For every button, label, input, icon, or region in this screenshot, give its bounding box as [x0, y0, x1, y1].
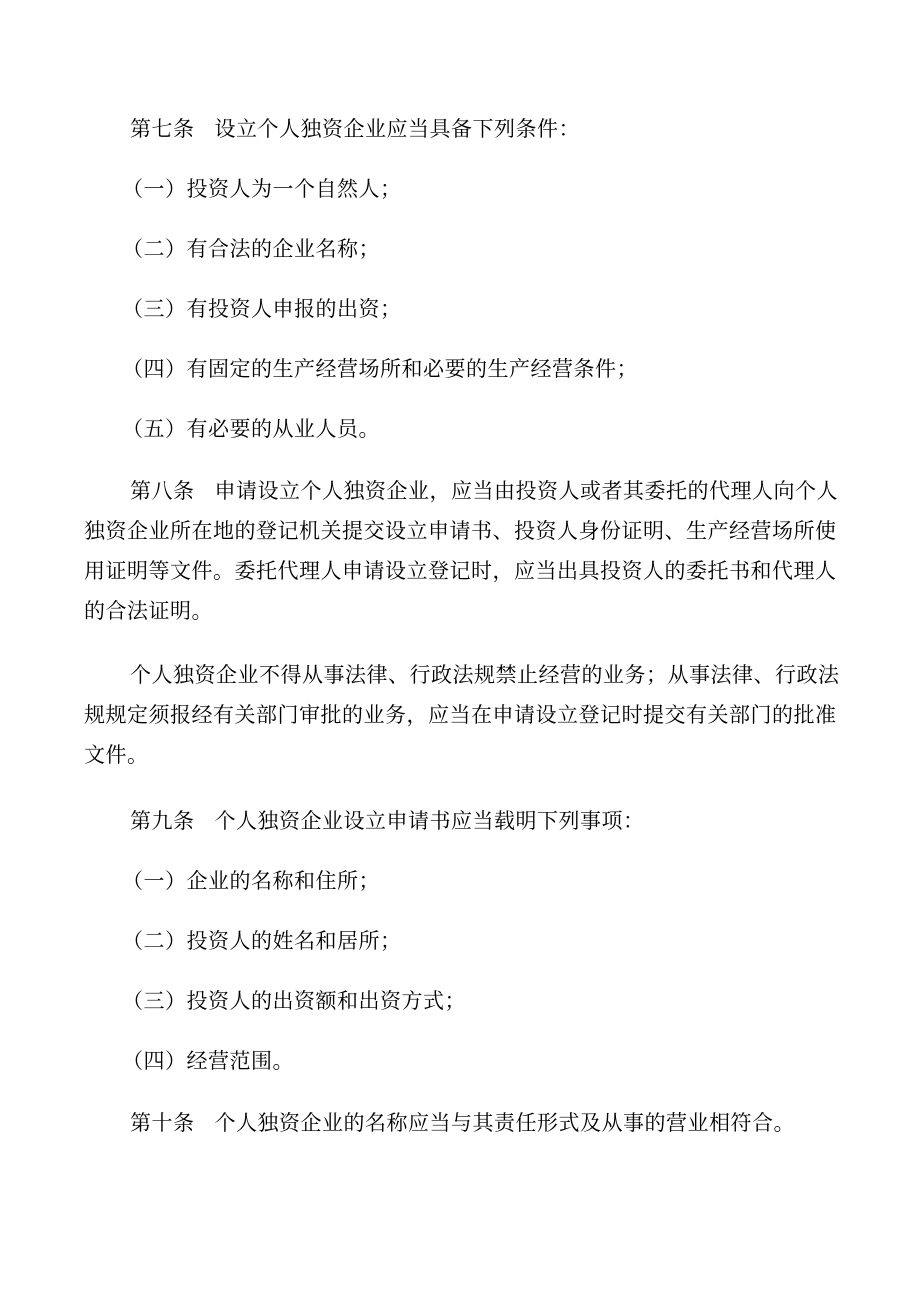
- article-7-item-3: （三）有投资人申报的出资；: [122, 297, 402, 321]
- article-7-item-4: （四）有固定的生产经营场所和必要的生产经营条件；: [122, 357, 638, 381]
- article-8-line-4: 的合法证明。: [84, 599, 213, 623]
- article-9-heading: 第九条: [130, 809, 195, 833]
- article-8-line-2: 独资企业所在地的登记机关提交设立申请书、投资人身份证明、生产经营场所使: [84, 519, 837, 543]
- article-9-item-1: （一）企业的名称和住所；: [122, 869, 380, 893]
- article-9-item-3: （三）投资人的出资额和出资方式；: [122, 989, 466, 1013]
- article-9-item-2: （二）投资人的姓名和居所；: [122, 929, 402, 953]
- article-7-item-5: （五）有必要的从业人员。: [122, 417, 380, 441]
- article-8-para2-line-2: 规规定须报经有关部门审批的业务，应当在申请设立登记时提交有关部门的批准: [84, 703, 837, 727]
- article-7-line: [130, 114, 580, 144]
- article-7-item-2: （二）有合法的企业名称；: [122, 237, 380, 261]
- article-9-text: 个人独资企业设立申请书应当载明下列事项：: [214, 809, 645, 833]
- article-9-line: [130, 806, 645, 836]
- article-7-heading: 第七条: [130, 117, 195, 141]
- article-7-item-1: （一）投资人为一个自然人；: [122, 177, 402, 201]
- article-8-para2-line-1: 个人独资企业不得从事法律、行政法规禁止经营的业务；从事法律、行政法: [130, 663, 840, 687]
- article-8-para2-line-3: 文件。: [84, 743, 149, 767]
- article-8-text-1: 申请设立个人独资企业，应当由投资人或者其委托的代理人向个人: [214, 479, 838, 503]
- article-10-line: [130, 1108, 795, 1138]
- article-10-text: 个人独资企业的名称应当与其责任形式及从事的营业相符合。: [214, 1111, 795, 1135]
- article-10-heading: 第十条: [130, 1111, 195, 1135]
- article-7-text: 设立个人独资企业应当具备下列条件：: [214, 117, 580, 141]
- article-8-line-1: [130, 476, 838, 506]
- article-9-item-4: （四）经营范围。: [122, 1049, 294, 1073]
- article-8-heading: 第八条: [130, 479, 195, 503]
- article-8-line-3: 用证明等文件。委托代理人申请设立登记时，应当出具投资人的委托书和代理人: [84, 559, 837, 583]
